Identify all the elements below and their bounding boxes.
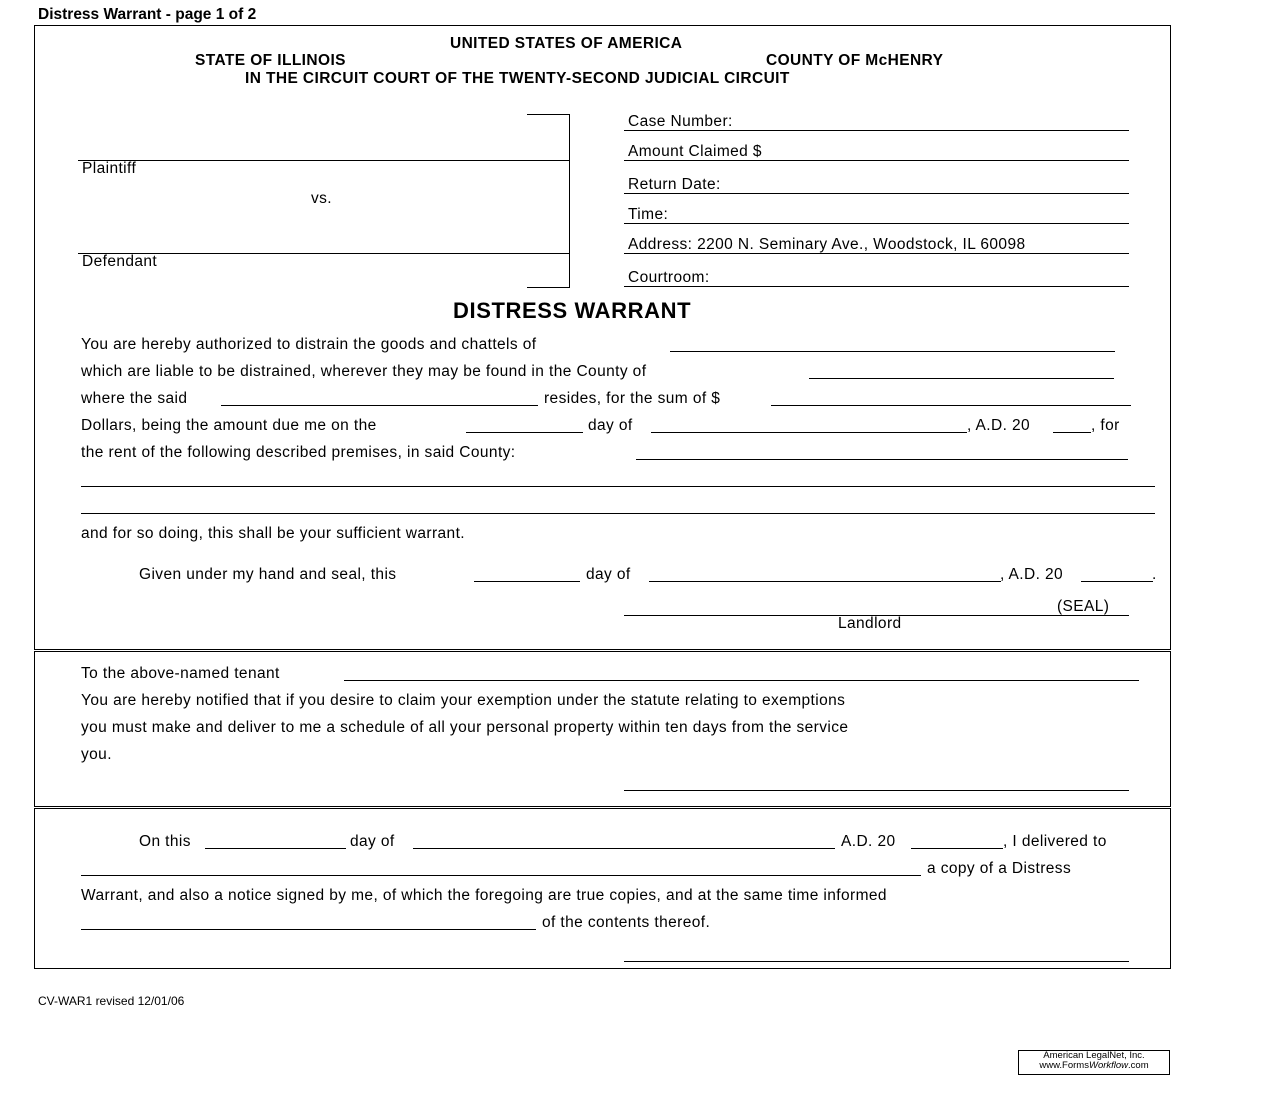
bracket-bottom <box>527 287 570 288</box>
given-line-b: day of <box>586 566 631 583</box>
service-line-1b: day of <box>350 833 395 850</box>
given-day-field[interactable] <box>474 567 580 582</box>
given-line-a: Given under my hand and seal, this <box>139 566 397 583</box>
warrant-line-1: You are hereby authorized to distrain the goods and chattels of <box>81 336 537 353</box>
warrant-line-4b: day of <box>588 417 633 434</box>
header-court: IN THE CIRCUIT COURT OF THE TWENTY-SECOND JUDICIAL CIRCUIT <box>245 70 790 87</box>
service-month-field[interactable] <box>413 834 835 849</box>
premises-field-1[interactable] <box>636 445 1128 460</box>
service-line-2: a copy of a Distress <box>927 860 1072 877</box>
page-label: Distress Warrant - page 1 of 2 <box>38 6 257 23</box>
brand-line-2: www.FormsWorkflow.com <box>1039 1060 1149 1071</box>
given-line-c: , A.D. 20 <box>1000 566 1064 583</box>
return-date-field[interactable] <box>624 193 1129 194</box>
notice-signature-line[interactable] <box>624 790 1129 791</box>
service-day-field[interactable] <box>205 834 346 849</box>
given-month-field[interactable] <box>649 567 1001 582</box>
due-day-field[interactable] <box>466 418 583 433</box>
notice-line-1: You are hereby notified that if you desire to claim your exemption under the statute relating to exemptions <box>81 692 846 709</box>
said-person-field[interactable] <box>221 391 538 406</box>
case-number-field[interactable] <box>624 130 1129 131</box>
due-month-field[interactable] <box>651 418 967 433</box>
notice-line-3: you. <box>81 746 112 763</box>
premises-field-3[interactable] <box>81 499 1155 514</box>
return-date-label: Return Date: <box>628 176 721 193</box>
informed-person-field[interactable] <box>81 915 536 930</box>
address-field[interactable] <box>624 253 1129 254</box>
sum-field[interactable] <box>771 391 1131 406</box>
landlord-label: Landlord <box>838 615 902 632</box>
time-field[interactable] <box>624 223 1129 224</box>
form-id: CV-WAR1 revised 12/01/06 <box>38 994 185 1008</box>
due-year-field[interactable] <box>1053 418 1091 433</box>
service-line-1a: On this <box>139 833 191 850</box>
service-line-3: Warrant, and also a notice signed by me, of which the foregoing are true copies, and at the same time informed <box>81 887 887 904</box>
amount-claimed-field[interactable] <box>624 160 1129 161</box>
service-signature-line[interactable] <box>624 961 1129 962</box>
address-label: Address: 2200 N. Seminary Ave., Woodstock, IL 60098 <box>628 236 1026 253</box>
header-state: STATE OF ILLINOIS <box>195 52 346 69</box>
courtroom-field[interactable] <box>624 286 1129 287</box>
warrant-line-2: which are liable to be distrained, wherever they may be found in the County of <box>81 363 647 380</box>
warrant-line-5: the rent of the following described premises, in said County: <box>81 444 516 461</box>
bracket-vertical <box>569 114 570 288</box>
seal-label: (SEAL) <box>1057 598 1110 615</box>
warrant-line-4c: , A.D. 20 <box>967 417 1031 434</box>
goods-owner-field[interactable] <box>670 337 1115 352</box>
vs-label: vs. <box>311 190 333 207</box>
service-year-field[interactable] <box>911 834 1003 849</box>
header-county: COUNTY OF McHENRY <box>766 52 944 69</box>
warrant-line-4d: , for <box>1091 417 1120 434</box>
amount-claimed-label: Amount Claimed $ <box>628 143 762 160</box>
notice-line-2: you must make and deliver to me a schedule of all your personal property within ten days from the service <box>81 719 849 736</box>
delivered-to-field[interactable] <box>81 861 921 876</box>
service-line-1d: , I delivered to <box>1003 833 1107 850</box>
case-number-label: Case Number: <box>628 113 733 130</box>
warrant-line-6: and for so doing, this shall be your sufficient warrant. <box>81 525 465 542</box>
document-title: DISTRESS WARRANT <box>453 298 692 323</box>
bracket-top <box>527 114 570 115</box>
service-line-4: of the contents thereof. <box>542 914 711 931</box>
header-country: UNITED STATES OF AMERICA <box>450 35 683 52</box>
notice-tenant: To the above-named tenant <box>81 665 280 682</box>
brand-line-1: American LegalNet, Inc. <box>1043 1050 1145 1061</box>
given-line-d: . <box>1152 566 1157 583</box>
plaintiff-label: Plaintiff <box>82 160 137 177</box>
tenant-name-field[interactable] <box>344 666 1139 681</box>
county-field[interactable] <box>809 364 1114 379</box>
courtroom-label: Courtroom: <box>628 269 710 286</box>
defendant-label: Defendant <box>82 253 158 270</box>
premises-field-2[interactable] <box>81 472 1155 487</box>
warrant-line-4a: Dollars, being the amount due me on the <box>81 417 377 434</box>
warrant-line-3a: where the said <box>81 390 188 407</box>
plaintiff-line[interactable] <box>78 160 570 161</box>
time-label: Time: <box>628 206 669 223</box>
given-year-field[interactable] <box>1081 567 1153 582</box>
service-line-1c: A.D. 20 <box>841 833 896 850</box>
warrant-line-3b: resides, for the sum of $ <box>544 390 721 407</box>
brand-logo[interactable] <box>1018 1050 1170 1075</box>
